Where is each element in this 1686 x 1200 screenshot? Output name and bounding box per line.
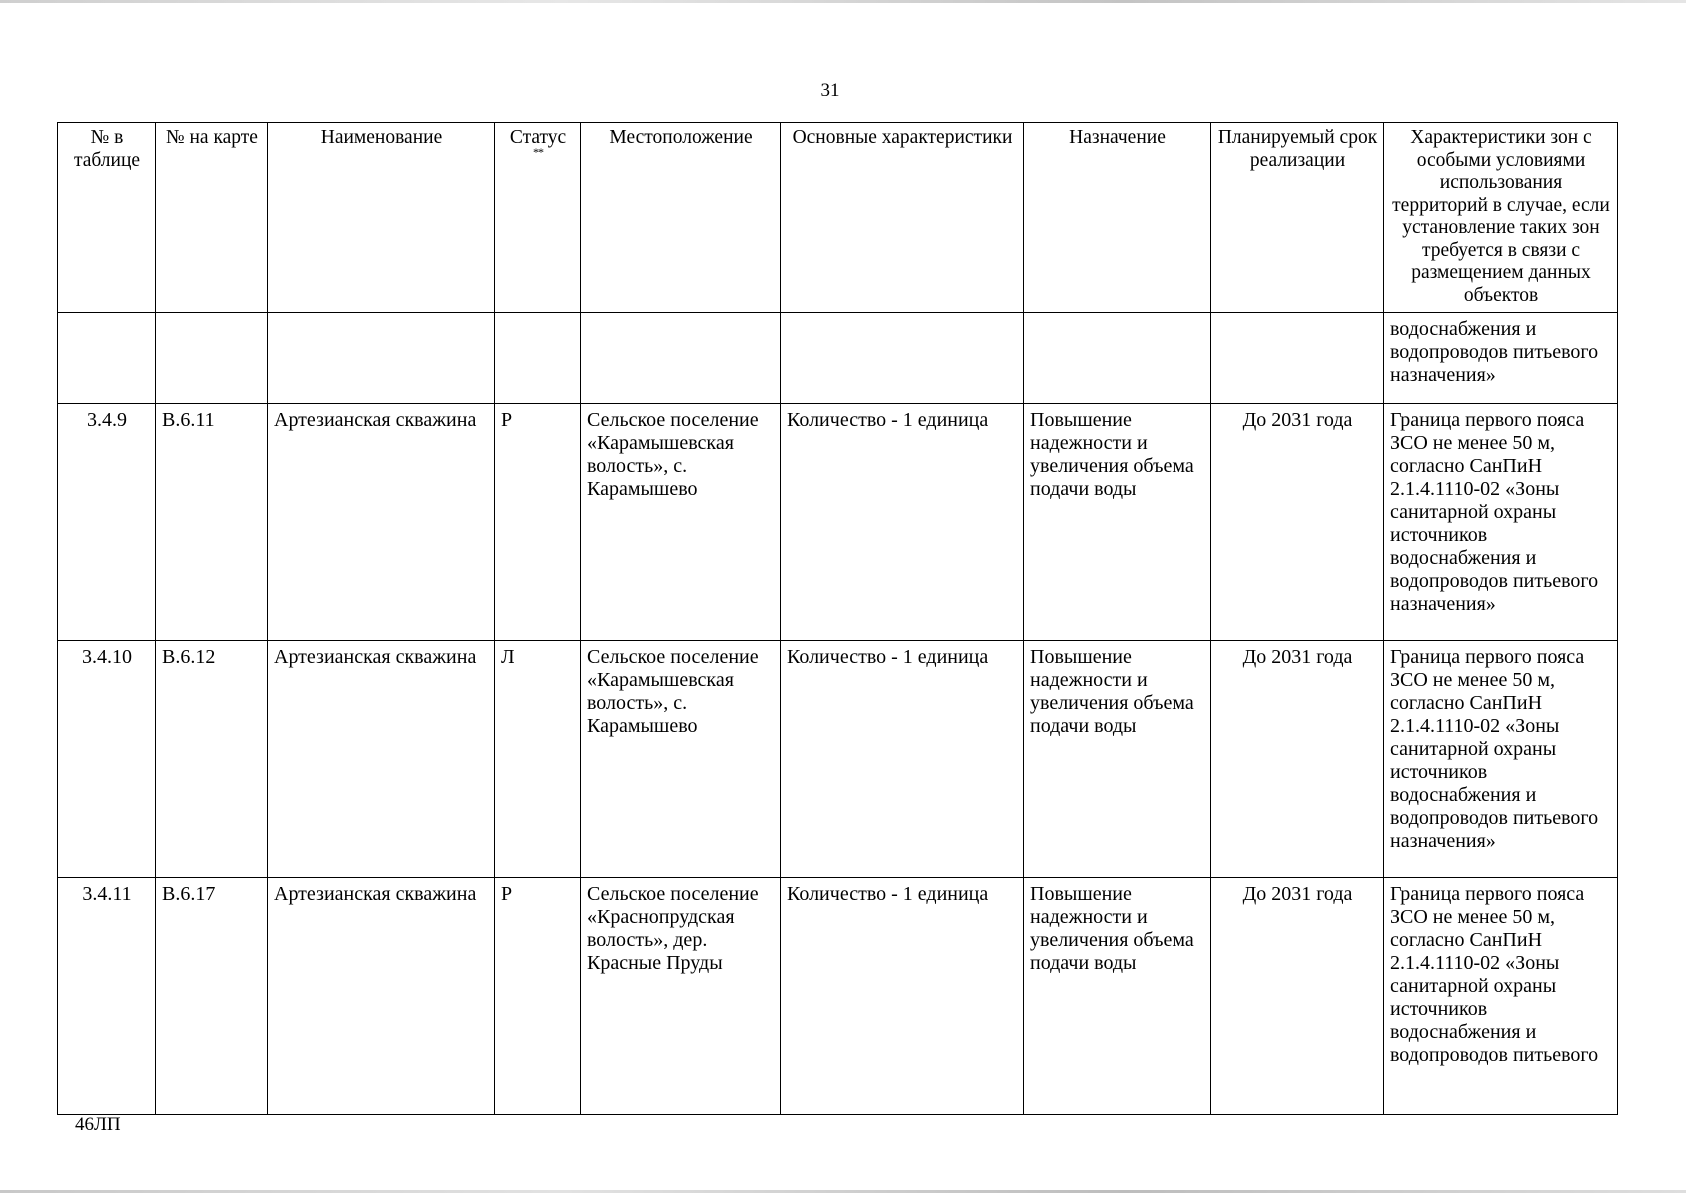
cell-zones: Граница первого пояса ЗСО не менее 50 м, согласно СанПиН 2.1.4.1110-02 «Зоны санитарной охраны источников водоснабжения и водопроводов питьевого назначения» — [1384, 404, 1618, 641]
cell-term: До 2031 года — [1211, 404, 1384, 641]
cell-num-table: 3.4.11 — [58, 878, 156, 1115]
cell-characteristics: Количество - 1 единица — [781, 878, 1024, 1115]
cell-name: Артезианская скважина — [268, 404, 495, 641]
facilities-table-wrapper — [57, 122, 1617, 1115]
header-status-footnote-mark: ** — [533, 144, 543, 159]
header-status — [495, 123, 581, 313]
cell-empty — [581, 313, 781, 404]
cell-empty — [495, 313, 581, 404]
cell-zones: Граница первого пояса ЗСО не менее 50 м, согласно СанПиН 2.1.4.1110-02 «Зоны санитарной охраны источников водоснабжения и водопроводов питьевого — [1384, 878, 1618, 1115]
scan-edge-top — [0, 0, 1686, 3]
cell-empty — [781, 313, 1024, 404]
table-row — [58, 878, 1618, 1115]
cell-name: Артезианская скважина — [268, 878, 495, 1115]
cell-purpose: Повышение надежности и увеличения объема подачи воды — [1024, 641, 1211, 878]
header-location: Местоположение — [581, 123, 781, 313]
header-term: Планируемый срок реализации — [1211, 123, 1384, 313]
header-status-label: Статус — [509, 127, 567, 148]
cell-purpose: Повышение надежности и увеличения объема подачи воды — [1024, 404, 1211, 641]
cell-num-table: 3.4.10 — [58, 641, 156, 878]
cell-num-map: В.6.17 — [156, 878, 268, 1115]
header-num-table: № в таблице — [58, 123, 156, 313]
cell-zones: водоснабжения и водопроводов питьевого назначения» — [1384, 313, 1618, 404]
table-row — [58, 404, 1618, 641]
cell-location: Сельское поселение «Краснопрудская волость», дер. Красные Пруды — [581, 878, 781, 1115]
cell-purpose: Повышение надежности и увеличения объема подачи воды — [1024, 878, 1211, 1115]
table-row — [58, 641, 1618, 878]
cell-term: До 2031 года — [1211, 878, 1384, 1115]
cell-empty — [58, 313, 156, 404]
cell-location: Сельское поселение «Карамышевская волость», с. Карамышево — [581, 641, 781, 878]
cell-status: Л — [495, 641, 581, 878]
cell-status: Р — [495, 404, 581, 641]
header-name: Наименование — [268, 123, 495, 313]
cell-empty — [1024, 313, 1211, 404]
cell-name: Артезианская скважина — [268, 641, 495, 878]
cell-empty — [1211, 313, 1384, 404]
page-number: 31 — [820, 80, 840, 101]
cell-characteristics: Количество - 1 единица — [781, 404, 1024, 641]
cell-num-map: В.6.11 — [156, 404, 268, 641]
cell-empty — [156, 313, 268, 404]
table-header-row — [58, 123, 1618, 313]
cell-characteristics: Количество - 1 единица — [781, 641, 1024, 878]
cell-num-map: В.6.12 — [156, 641, 268, 878]
cell-status: Р — [495, 878, 581, 1115]
cell-empty — [268, 313, 495, 404]
cell-num-table: 3.4.9 — [58, 404, 156, 641]
table-row-continuation — [58, 313, 1618, 404]
cell-zones: Граница первого пояса ЗСО не менее 50 м, согласно СанПиН 2.1.4.1110-02 «Зоны санитарной охраны источников водоснабжения и водопроводов питьевого назначения» — [1384, 641, 1618, 878]
cell-term: До 2031 года — [1211, 641, 1384, 878]
header-zones: Характеристики зон с особыми условиями использования территорий в случае, если установление таких зон требуется в связи с размещением данных объектов — [1384, 123, 1618, 313]
header-num-map: № на карте — [156, 123, 268, 313]
facilities-table — [57, 122, 1618, 1115]
header-purpose: Назначение — [1024, 123, 1211, 313]
header-characteristics: Основные характеристики — [781, 123, 1024, 313]
cell-location: Сельское поселение «Карамышевская волость», с. Карамышево — [581, 404, 781, 641]
document-code: 46ЛП — [75, 1114, 121, 1135]
scan-edge-bottom — [0, 1190, 1686, 1193]
